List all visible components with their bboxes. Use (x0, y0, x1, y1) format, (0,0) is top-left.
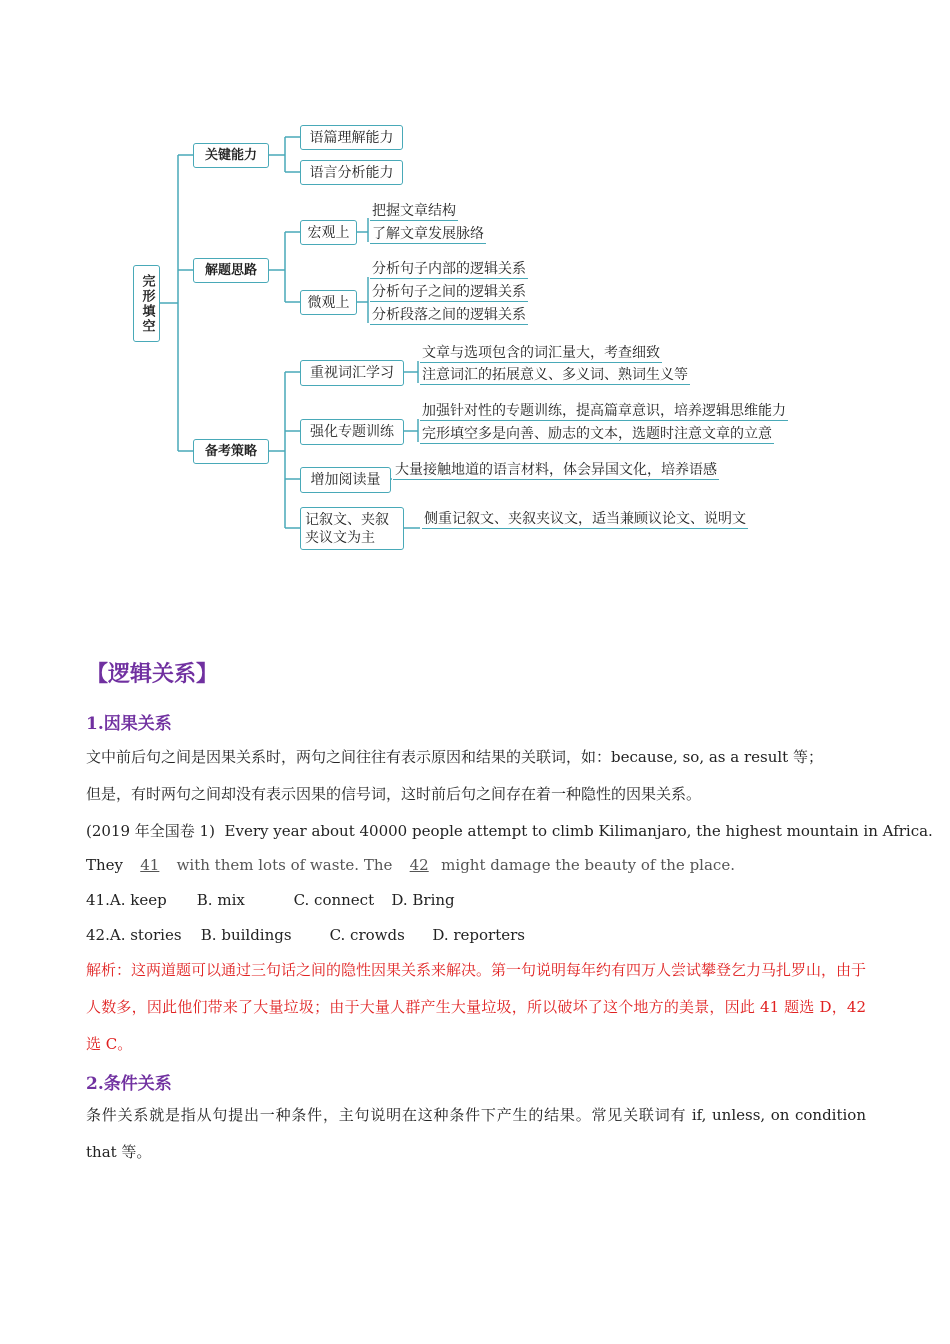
leaf-narrative-emphasis: 侧重记叙文、夹叙夹议文，适当兼顾议论文、说明文 (424, 511, 746, 527)
q41-option-c: C. connect (293, 891, 375, 909)
leaf-intra-sentence: 分析句子内部的逻辑关系 (372, 261, 526, 277)
node-micro: 微观上 (300, 290, 357, 315)
blank-41: 41 (140, 856, 160, 874)
leaf-grasp-structure: 把握文章结构 (372, 203, 456, 219)
q42-option-a: 42.A. stories (86, 926, 182, 944)
leaf-training-focus: 加强针对性的专题训练，提高篇章意识，培养逻辑思维能力 (422, 403, 786, 419)
node-vocabulary: 重视词汇学习 (300, 360, 404, 386)
example-end: might damage the beauty of the place. (441, 856, 735, 874)
example-sentence1: Every year about 40000 people attempt to climb Kilimanjaro, the highest mountain in Africa. (224, 822, 933, 840)
example-line2 (86, 856, 735, 874)
part2-title: 2.条件关系 (86, 1074, 172, 1094)
leaf-reading-materials: 大量接触地道的语言材料，体会异国文化，培养语感 (395, 462, 717, 478)
example-they: They (86, 856, 124, 874)
root-node: 完形填空 (133, 265, 160, 342)
node-discourse-comprehension: 语篇理解能力 (300, 125, 403, 150)
q41-option-b: B. mix (196, 891, 245, 909)
leaf-understand-development: 了解文章发展脉络 (372, 226, 484, 242)
leaf-inter-paragraph: 分析段落之间的逻辑关系 (372, 307, 526, 323)
analysis-text: 解析：这两道题可以通过三句话之间的隐性因果关系来解决。第一句说明每年约有四万人尝试攀登乞力马扎罗山，由于人数多，因此他们带来了大量垃圾；由于大量人群产生大量垃圾，所以破坏了这个地方的美景，因此 41 题选 D，42 选 C。 (86, 961, 867, 1053)
example-middle: with them lots of waste. The (176, 856, 393, 874)
q41-option-d: D. Bring (391, 891, 455, 909)
part1-paragraph (86, 739, 866, 813)
node-more-reading: 增加阅读量 (300, 467, 391, 493)
section-title: 【逻辑关系】 (86, 662, 219, 687)
question-41-options (86, 891, 455, 909)
leaf-text-theme: 完形填空多是向善、励志的文本，选题时注意文章的立意 (422, 426, 772, 442)
part1-title: 1.因果关系 (86, 714, 172, 734)
part1-para2: 但是，有时两句之间却没有表示因果的信号词，这时前后句之间存在着一种隐性的因果关系。 (86, 785, 702, 803)
part1-para1: 文中前后句之间是因果关系时，两句之间往往有表示原因和结果的关联词，如：because, so, as a result 等； (86, 748, 823, 766)
q42-option-b: B. buildings (200, 926, 292, 944)
q41-option-a: 41.A. keep (86, 891, 167, 909)
leaf-inter-sentence: 分析句子之间的逻辑关系 (372, 284, 526, 300)
node-macro: 宏观上 (300, 220, 357, 245)
question-42-options (86, 926, 525, 944)
branch-key-ability: 关键能力 (193, 143, 269, 168)
node-narrative-focus: 记叙文、夹叙夹议文为主 (300, 507, 404, 550)
leaf-vocab-extended: 注意词汇的拓展意义、多义词、熟词生义等 (422, 367, 688, 383)
example-source: (2019 年全国卷 1) (86, 822, 215, 840)
branch-approach: 解题思路 (193, 258, 269, 283)
branch-strategy: 备考策略 (193, 439, 269, 464)
mind-map (0, 0, 950, 600)
example-line1 (86, 820, 933, 841)
blank-42: 42 (409, 856, 429, 874)
node-language-analysis: 语言分析能力 (300, 160, 403, 185)
q42-option-c: C. crowds (329, 926, 405, 944)
node-special-training: 强化专题训练 (300, 419, 404, 445)
part2-paragraph: 条件关系就是指从句提出一种条件，主句说明在这种条件下产生的结果。常见关联词有 if, unless, on condition that 等。 (86, 1106, 866, 1161)
q42-option-d: D. reporters (432, 926, 525, 944)
leaf-vocab-large: 文章与选项包含的词汇量大，考查细致 (422, 345, 660, 361)
